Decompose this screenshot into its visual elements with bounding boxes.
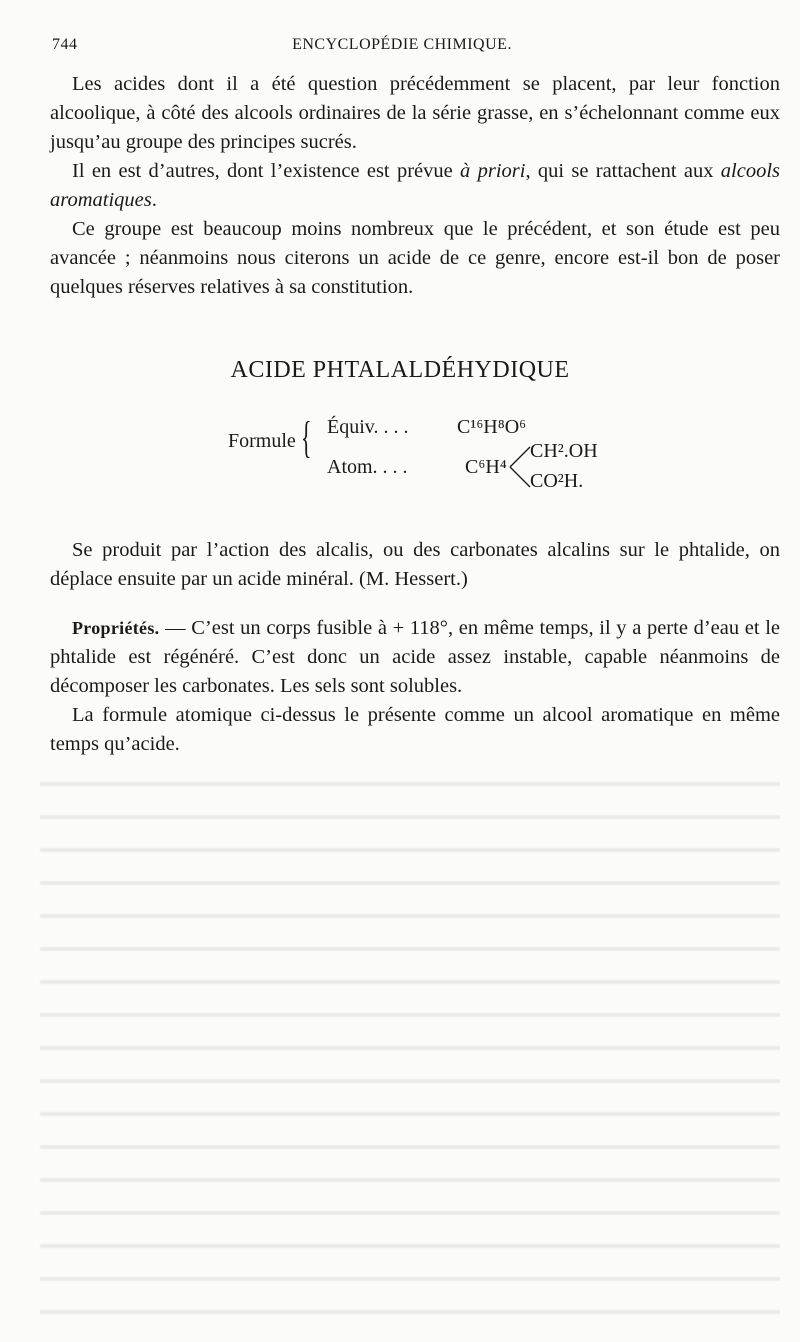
running-title: ENCYCLOPÉDIE CHIMIQUE. xyxy=(292,36,512,53)
intro-text xyxy=(50,70,780,302)
page-number: 744 xyxy=(52,36,78,53)
formula-equiv-value: C¹⁶H⁸O⁶ xyxy=(457,416,527,438)
formula-bond-lines xyxy=(508,442,532,492)
formula-atom-core: C⁶H⁴ xyxy=(465,456,507,478)
formula-branch-bottom: CO²H. xyxy=(530,470,584,492)
formula-label: Formule xyxy=(228,430,296,452)
formula-equiv-name: Équiv. . . . xyxy=(327,416,409,438)
properties-paragraph: Propriétés. — C’est un corps fusible à + 118°, en même temps, il y a perte d’eau et le phtalide est régénéré. C’est donc un acide assez instable, capable néanmoins de décomposer les carbonates. Les sels sont solubles. xyxy=(50,617,780,697)
production-paragraph: Se produit par l’action des alcalis, ou des carbonates alcalins sur le phtalide, on déplace ensuite par un acide minéral. (M. Hessert.) xyxy=(50,539,780,590)
body-text xyxy=(50,536,780,759)
closing-paragraph: La formule atomique ci-dessus le présente comme un alcool aromatique en même temps qu’acide. xyxy=(50,704,780,755)
formula-branch-top: CH².OH xyxy=(530,440,598,462)
intro-paragraph-1: Les acides dont il a été question précédemment se placent, par leur fonction alcoolique, à côté des alcools ordinaires de la série grasse, en s’échelonnant comme eux jusqu’au groupe des principes sucrés. xyxy=(50,73,780,153)
section-title: ACIDE PHTALALDÉHYDIQUE xyxy=(230,357,570,383)
formula-brace: { xyxy=(301,413,312,462)
properties-heading: Propriétés. xyxy=(72,618,160,638)
bleed-through-texture xyxy=(40,760,780,1320)
intro-paragraph-3: Ce groupe est beaucoup moins nombreux que le précédent, et son étude est peu avancée ; néanmoins nous citerons un acide de ce genre, encore est-il bon de poser quelques réserves relatives à sa constitution. xyxy=(50,218,780,298)
formula-atom-name: Atom. . . . xyxy=(327,456,408,478)
intro-paragraph-2: Il en est d’autres, dont l’existence est prévue à priori, qui se rattachent aux alcools aromatiques. xyxy=(50,160,780,211)
formula-block xyxy=(0,410,800,495)
page-header xyxy=(52,36,752,60)
